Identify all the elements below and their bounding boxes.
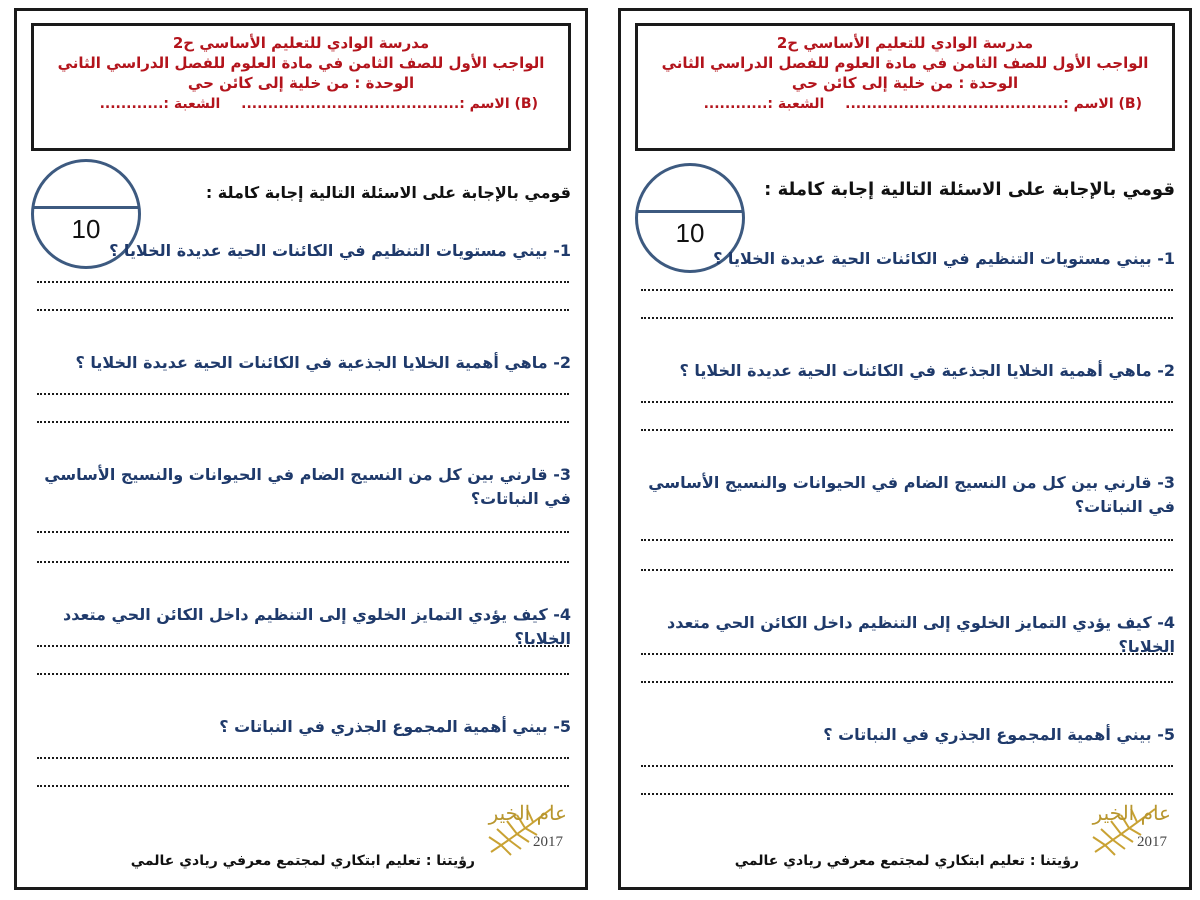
vision-statement: رؤيتنا : تعليم ابتكاري لمجتمع معرفي ريادي عالمي (130, 853, 475, 869)
worksheet-header (635, 23, 1175, 151)
section-field: الشعبة :............ (99, 96, 221, 112)
instruction: قومي بالإجابة على الاسئلة التالية إجابة كاملة : (205, 183, 571, 202)
question-1: 1- بيني مستويات التنظيم في الكائنات الحية عديدة الخلايا ؟ (713, 249, 1175, 268)
question-2: 2- ماهي أهمية الخلايا الجذعية في الكائنات الحية عديدة الخلايا ؟ (679, 361, 1175, 380)
logo-year: 2017 (533, 834, 563, 850)
answer-line (37, 559, 569, 563)
name-field: الاسم :......................................... (241, 96, 510, 112)
answer-line (37, 671, 569, 675)
question-4: 4- كيف يؤدي التمايز الخلوي إلى التنظيم داخل الكائن الحي متعدد الخلايا؟ (666, 613, 1175, 656)
question-3: 3- قارني بين كل من النسيج الضام في الحيوانات والنسيج الأساسي في النباتات؟ (648, 473, 1175, 516)
assignment-title: الواجب الأول للصف الثامن في مادة العلوم للفصل الدراسي الثاني (57, 54, 545, 72)
answer-line (641, 287, 1173, 291)
question-4: 4- كيف يؤدي التمايز الخلوي إلى التنظيم داخل الكائن الحي متعدد الخلايا؟ (62, 605, 571, 648)
max-score: 10 (71, 214, 101, 244)
form-label: (B) (514, 96, 538, 112)
answer-line (37, 419, 569, 423)
year-of-giving-logo (1085, 797, 1175, 857)
form-label: (B) (1118, 96, 1142, 112)
question-2: 2- ماهي أهمية الخلايا الجذعية في الكائنات الحية عديدة الخلايا ؟ (75, 353, 571, 372)
section-field: الشعبة :............ (703, 96, 825, 112)
answer-line (641, 315, 1173, 319)
answer-line (37, 529, 569, 533)
answer-line (37, 307, 569, 311)
logo-year: 2017 (1137, 834, 1167, 850)
logo-text: عام الخير (488, 801, 567, 825)
answer-line (37, 643, 569, 647)
worksheet-left (14, 8, 588, 890)
answer-line (641, 567, 1173, 571)
answer-line (641, 651, 1173, 655)
student-info-line (34, 96, 568, 112)
year-of-giving-logo (481, 797, 571, 857)
answer-line (37, 783, 569, 787)
assignment-title: الواجب الأول للصف الثامن في مادة العلوم للفصل الدراسي الثاني (661, 54, 1149, 72)
answer-line (37, 391, 569, 395)
school-name: مدرسة الوادي للتعليم الأساسي ح2 (776, 34, 1034, 52)
question-5: 5- بيني أهمية المجموع الجذري في النباتات ؟ (823, 725, 1175, 744)
answer-line (641, 427, 1173, 431)
worksheet-header (31, 23, 571, 151)
worksheet-right (618, 8, 1192, 890)
max-score: 10 (675, 218, 705, 248)
student-info-line (638, 96, 1172, 112)
unit-title: الوحدة : من خلية إلى كائن حي (187, 74, 415, 92)
school-name: مدرسة الوادي للتعليم الأساسي ح2 (172, 34, 430, 52)
answer-line (641, 763, 1173, 767)
answer-line (641, 679, 1173, 683)
unit-title: الوحدة : من خلية إلى كائن حي (791, 74, 1019, 92)
logo-text: عام الخير (1092, 801, 1171, 825)
answer-line (641, 537, 1173, 541)
answer-line (37, 755, 569, 759)
question-1: 1- بيني مستويات التنظيم في الكائنات الحية عديدة الخلايا ؟ (109, 241, 571, 260)
question-3: 3- قارني بين كل من النسيج الضام في الحيوانات والنسيج الأساسي في النباتات؟ (44, 465, 571, 508)
question-5: 5- بيني أهمية المجموع الجذري في النباتات ؟ (219, 717, 571, 736)
answer-line (641, 399, 1173, 403)
answer-line (37, 279, 569, 283)
answer-line (641, 791, 1173, 795)
name-field: الاسم :......................................... (845, 96, 1114, 112)
instruction: قومي بالإجابة على الاسئلة التالية إجابة كاملة : (764, 179, 1175, 200)
vision-statement: رؤيتنا : تعليم ابتكاري لمجتمع معرفي ريادي عالمي (734, 853, 1079, 869)
